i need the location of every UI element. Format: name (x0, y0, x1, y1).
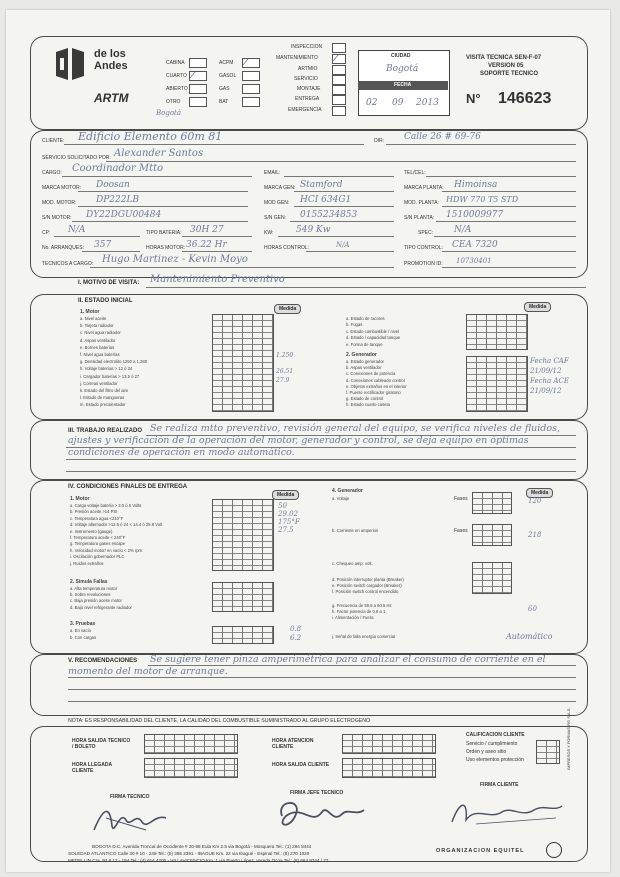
pruebas-title: 3. Pruebas (70, 621, 96, 627)
fuel-checkbox[interactable] (242, 84, 260, 94)
dir-label: DIR: (374, 138, 384, 144)
mod-planta-value[interactable]: HDW 770 T5 STD (446, 195, 519, 204)
promotion-label: PROMOTION ID: (404, 261, 443, 267)
sn-motor-value[interactable]: DY22DGU00484 (86, 210, 162, 220)
sensores-title: 2. Simula Fallas (70, 579, 108, 585)
firma-jefe-label: FIRMA JEFE TECNICO (290, 790, 344, 796)
generador-title: 2. Generador (346, 352, 377, 358)
motivo-label: I. MOTIVO DE VISITA: (78, 280, 140, 286)
marca-motor-line (78, 191, 248, 192)
site-checkbox[interactable] (189, 97, 207, 107)
tecnicos-value[interactable]: Hugo Martinez - Kevin Moyo (102, 254, 248, 265)
trabajo-text[interactable]: Se realiza mtto preventivo, revisión general del equipo, se verifica niveles de fluidos, ajustes y verificación de la operación del motor, generador y control, se deja equipo en óptimas condiciones de operación en modo automático. (68, 423, 561, 458)
cp-label: CP: (42, 230, 51, 236)
address-line: SOLEDAD ATLANTICO Calle 30 # 10 - 249 Tel.: (5) 385 2391 - IBAGUE Km. 22 via Ibagué - Espinal Tel.: (8) 270 1020 (68, 851, 310, 856)
motor-item: j. Correas ventilador (80, 380, 118, 386)
calificacion-title: CALIFICACION CLIENTE (466, 732, 525, 738)
cond-gen-item: b. Corriente en amperios (332, 528, 379, 533)
cond-gen-item: i. Alimentación / Fuera (332, 615, 374, 620)
generador-item: c. Conexiones de potencia (346, 371, 396, 377)
tipo-control-label: TIPO CONTROL: (404, 245, 443, 251)
generador-item: e. Objetos extraños en el interior (346, 383, 407, 389)
cond-value[interactable]: 50 (278, 502, 287, 510)
tipo-control-value[interactable]: CEA 7320 (452, 240, 498, 250)
fuel-checkbox-checked[interactable] (242, 58, 260, 68)
fecha-day[interactable]: 02 (366, 98, 378, 108)
calificacion-item: Servicio / cumplimiento (466, 741, 518, 747)
motor-item: d. Aspas ventilador (80, 337, 116, 343)
gen-value[interactable]: Automático (506, 632, 553, 641)
fuel-option-label: ACPM (219, 60, 234, 66)
org-name: ORGANIZACION EQUITEL (436, 848, 525, 854)
service-type-label: MONTAJE (297, 86, 321, 92)
marca-gen-value[interactable]: Stamford (300, 180, 343, 190)
cond-grid-switch (472, 562, 512, 594)
address-line: MEDELLIN Cra. 92 # 12 - 184 Tel.: (4) 614 4200 - VILLAVICENCIO Km. 1 via Puerto López, vereda Ocoa Tel.: (8) 664 9344 / 77 (68, 858, 329, 863)
marca-motor-label: MARCA MOTOR: (42, 185, 82, 191)
hora-atencion-grid[interactable] (342, 734, 436, 754)
sensor-item: c. Baja presión aceite motor (70, 598, 122, 604)
pruebas-value[interactable]: 0.8 (290, 625, 302, 633)
horas-control-value[interactable]: N/A (336, 241, 350, 249)
estado-grid-gen (466, 356, 528, 412)
brand-logo-icon (50, 44, 90, 84)
kw-value[interactable]: 549 Kw (296, 225, 331, 235)
sn-gen-value[interactable]: 0155234853 (300, 210, 358, 220)
marca-planta-value[interactable]: Himoinsa (454, 180, 498, 190)
cliente-line (64, 144, 364, 145)
number-prefix: N° (466, 91, 481, 106)
recom-line (68, 701, 576, 702)
marca-motor-value[interactable]: Doosan (96, 180, 130, 190)
sn-planta-value[interactable]: 1510009977 (446, 210, 504, 220)
org-logo-icon (546, 842, 562, 858)
sn-planta-line (436, 221, 576, 222)
fuel-checkbox[interactable] (242, 71, 260, 81)
cond-motor-item: e. Instrumento (gauge) (70, 528, 113, 534)
cond-motor-item: f. Temperatura aceite < 240°F (70, 535, 126, 540)
cliente-label: CLIENTE: (42, 138, 65, 144)
sn-planta-label: S/N PLANTA: (404, 215, 435, 221)
horas-motor-value[interactable]: 36.22 Hr (186, 240, 227, 250)
promotion-line (442, 267, 576, 268)
recomendaciones-text[interactable]: Se sugiere tener pinza amperimétrica para analizar el consumo de corriente en el momento del motor de arranque. (68, 654, 546, 677)
kw-label: KW: (264, 230, 274, 236)
sn-motor-label: S/N MOTOR: (42, 215, 72, 221)
motor-item: a. Nivel aceite (80, 316, 107, 321)
cond-value[interactable]: 27.5 (278, 526, 294, 534)
brand-line1: de los (94, 48, 126, 60)
cond-motor-item: g. Temperatura gases escape (70, 541, 126, 547)
motor-item: h. Voltaje baterías > 12 ó 24 (80, 366, 133, 372)
medida-badge: Medida (272, 490, 299, 500)
arranques-label: No. ARRANQUES: (42, 245, 84, 251)
fecha-note: Fecha CAF (530, 357, 569, 365)
prueba-item: a. En vacío (70, 628, 91, 633)
motivo-line (146, 287, 586, 288)
fuel-option-label: GAS (219, 86, 230, 92)
form-number: 146623 (498, 90, 552, 107)
motor-item: e. Bornes baterías (80, 344, 115, 350)
fases-label: Fases (454, 496, 468, 502)
site-option-label: CUARTO (166, 73, 187, 79)
sn-gen-label: S/N GEN: (264, 215, 286, 221)
cond-grid-amp (472, 524, 512, 546)
site-checkbox[interactable] (189, 58, 207, 68)
cond-motor-item: i. Oscilación gobernador PLC (70, 554, 125, 560)
signature-cliente (446, 796, 566, 830)
calificacion-item: Orden y aseo sitio (466, 749, 507, 755)
recom-line (68, 689, 576, 690)
signature-jefe (272, 796, 372, 838)
solicitado-label: SERVICIO SOLICITADO POR: (42, 155, 111, 161)
fases-label: Fases (454, 528, 468, 534)
hora-salida-cliente-grid[interactable] (342, 758, 436, 778)
cliente-value[interactable]: Edificio Elemento 60m 81 (78, 130, 223, 143)
service-checkbox[interactable] (332, 95, 346, 105)
mod-gen-value[interactable]: HCI 634G1 (300, 195, 352, 205)
other-site-value: Bogotá (156, 109, 182, 117)
medida-value[interactable]: 27.9 (276, 377, 290, 384)
medida-badge: Medida (524, 302, 551, 312)
generador-item: g. Estado de control (346, 396, 384, 402)
calificacion-item: Uso elementos protección (466, 757, 524, 763)
kw-line (278, 236, 394, 237)
generador-item: d. Conexiones cableado control (346, 377, 405, 383)
medida-value[interactable]: 26.51 (276, 368, 294, 375)
form-title-1: VISITA TECNICA SEN-F-07 (466, 55, 542, 61)
hora-salida-grid[interactable] (144, 734, 238, 754)
cond-gen-item: a. Voltaje (332, 496, 350, 501)
hora-salida-label: HORA SALIDA TECNICO / BOLETO (72, 738, 131, 750)
hora-salida-cliente-label: HORA SALIDA CLIENTE (272, 762, 330, 768)
motor-item: c. Nivel agua radiador (80, 330, 121, 336)
mod-planta-label: MOD. PLANTA: (404, 200, 439, 206)
site-option-label: ABIERTO (166, 86, 188, 92)
medida-badge: Medida (526, 488, 553, 498)
service-type-label: ENTREGA (295, 96, 320, 102)
service-checkbox[interactable] (332, 106, 346, 116)
hora-llegada-label: HORA LLEGADA CLIENTE (72, 762, 112, 774)
marca-gen-label: MARCA GEN: (264, 185, 296, 191)
site-option-label: OTRO (166, 99, 181, 105)
spec-label: SPEC: (418, 230, 434, 236)
sn-motor-line (72, 221, 248, 222)
service-checkbox[interactable] (332, 65, 346, 75)
brand-line2: Andes (94, 60, 128, 72)
fecha-year[interactable]: 2013 (416, 98, 439, 108)
trabajo-title: III. TRABAJO REALIZADO (68, 428, 143, 434)
generador-item: b. Aspas ventilador (346, 365, 382, 371)
motor-item: f. Nivel agua baterías (80, 352, 120, 357)
service-type-label: ARTMIO (298, 66, 318, 72)
cond-value[interactable]: 29.02 (278, 510, 299, 518)
mod-motor-value[interactable]: DP222LB (96, 195, 140, 205)
cargo-label: CARGO: (42, 170, 62, 176)
horas-motor-label: HORAS MOTOR: (146, 245, 186, 251)
cond-gen-item: g. Frecuencia de 59.5 a 60.5 Hz (332, 603, 392, 608)
tipo-bateria-label: TIPO BATERIA: (146, 230, 182, 236)
dir-line (386, 144, 576, 145)
cond-motor-item: c. Temperatura agua <210°F (70, 515, 124, 521)
sensor-item: d. Bajo nivel refrigerante radiador (70, 604, 132, 610)
cond-motor-item: d. Voltaje alternador >12.5 ó 24 < 14.4 ó 28.8 Volt (70, 522, 163, 528)
tipo-control-line (442, 251, 576, 252)
fecha-label: FECHA (394, 82, 412, 88)
estado-grid-right (466, 314, 528, 350)
sensor-item: a. Alta temperatura motor (70, 586, 118, 591)
brand-sub: ARTM (94, 91, 129, 105)
cond-grid-motor (212, 499, 274, 571)
cp-value[interactable]: N/A (68, 225, 86, 235)
spec-value[interactable]: N/A (454, 225, 472, 235)
service-checkbox-checked[interactable] (332, 54, 346, 64)
recomendaciones-title: V. RECOMENDACIONES (68, 658, 138, 664)
estado-item: e. Forma de tanque (346, 341, 383, 347)
service-type-label: MANTENIMIENTO (276, 55, 318, 61)
cp-line (54, 236, 140, 237)
form-title-2: VERSION 05 (488, 63, 524, 69)
horas-control-label: HORAS CONTROL: (264, 245, 310, 251)
generador-item: a. Estado generador (346, 359, 384, 364)
form-sheet (6, 10, 610, 872)
email-label: EMAIL: (264, 170, 281, 176)
fecha-note: 21/09/12 (530, 367, 562, 375)
cond-grid-sens (212, 582, 274, 612)
generador-item: h. Estado cuarto caseta (346, 402, 390, 408)
firma-cliente-label: FIRMA CLIENTE (480, 782, 519, 788)
form-title-3: SOPORTE TECNICO (480, 71, 539, 77)
motor-item: m. Estado precalentador (80, 402, 126, 408)
site-checkbox[interactable] (189, 84, 207, 94)
hora-llegada-grid[interactable] (144, 758, 238, 778)
side-text: IMPRESOS Y FORMAS RG S.A.S. (566, 707, 571, 770)
solicitado-line (106, 161, 576, 162)
arranques-line (82, 251, 140, 252)
promotion-value[interactable]: 10730401 (456, 257, 492, 265)
tel-line (426, 176, 576, 177)
cond-gen-title: 4. Generador (332, 488, 363, 494)
gen-value[interactable]: 60 (528, 605, 537, 613)
tecnicos-line (90, 267, 394, 268)
cond-gen-item: e. Posición switch cargador (Breaker) (332, 583, 402, 588)
estado-item: c. Estado combustible / nivel (346, 328, 400, 334)
cond-gen-item: j. Señal de falla energía comercial (332, 634, 396, 639)
fecha-note: 21/09/12 (530, 387, 562, 395)
firma-tecnico-label: FIRMA TECNICO (110, 794, 150, 800)
dir-value[interactable]: Calle 26 # 69-76 (404, 132, 481, 142)
mod-motor-label: MOD. MOTOR: (42, 200, 77, 206)
marca-planta-line (442, 191, 576, 192)
cond-motor-item: h. Velocidad motor/ en vacío < 2% rpm (70, 547, 143, 553)
hora-atencion-label: HORA ATENCION CLIENTE (272, 738, 314, 750)
motor-item: l. Estado de mangueras (80, 395, 125, 401)
motivo-value[interactable]: Mantenimiento Preventivo (150, 274, 285, 285)
tipo-bateria-line (182, 236, 252, 237)
sn-gen-line (290, 221, 394, 222)
cond-gen-item: d. Posición interruptor planta (Breaker) (332, 577, 404, 582)
estado-item: a. Estado de racores (346, 316, 385, 321)
ciudad-label: CIUDAD (391, 53, 411, 59)
medida-value[interactable]: 1.250 (276, 352, 294, 359)
generador-item: f. Puente rectificador giratorio (346, 390, 401, 395)
service-checkbox[interactable] (332, 85, 346, 95)
cond-motor-item: j. Ruidos extraños (70, 560, 104, 566)
trabajo-line (66, 459, 576, 460)
site-checkbox-checked[interactable] (189, 71, 207, 81)
mod-gen-line (294, 206, 394, 207)
motor-title: 1. Motor (80, 309, 100, 315)
calificacion-grid[interactable] (536, 740, 560, 764)
sensor-item: b. Sobre revoluciones (70, 592, 111, 598)
mod-motor-line (78, 206, 248, 207)
spec-line (434, 236, 576, 237)
service-type-label: SERVICIO (294, 76, 318, 82)
motor-item: k. Estado del filtro del aire (80, 388, 129, 393)
fuel-note: NOTA: ES RESPONSABILIDAD DEL CLIENTE, LA CALIDAD DEL COMBUSTIBLE SUMINISTRADO AL GRUPO ELECTROGENO (68, 718, 370, 724)
mod-planta-line (442, 206, 576, 207)
trabajo-line (66, 471, 576, 472)
cargo-value[interactable]: Coordinador Mtto (72, 163, 164, 174)
cond-grid-pruebas (212, 626, 274, 644)
site-option-label: CABINA (166, 60, 185, 66)
condiciones-title: IV. CONDICIONES FINALES DE ENTREGA (68, 484, 188, 490)
service-type-label: EMERGENCIA (288, 107, 322, 113)
motor-item: b. Tarjeta radiador (80, 323, 114, 329)
mod-gen-label: MOD GEN: (264, 200, 290, 206)
prueba-item: b. Con cargas (70, 635, 97, 640)
ciudad-value[interactable]: Bogotá (386, 64, 419, 74)
email-line (284, 176, 394, 177)
service-checkbox[interactable] (332, 43, 346, 53)
motor-item: i. Cargador baterías > 13.5 ó 27 (80, 373, 140, 379)
marca-gen-line (294, 191, 394, 192)
estado-item: b. Fugas (346, 322, 363, 328)
pruebas-value[interactable]: 6.2 (290, 634, 302, 642)
medida-badge: Medida (274, 304, 301, 314)
cond-gen-item: f. Posición switch control encendido (332, 589, 399, 594)
estado-inicial-title: II. ESTADO INICIAL (78, 298, 133, 304)
service-type-label: INSPECCION (291, 44, 323, 50)
address-line: BOGOTA D.C. Avenida Troncal de Occidente # 20-88 Eula Km 2.5 via Bogotá - Mosquera Tel.: (1) 294 8444 (92, 844, 312, 849)
cond-motor-title: 1. Motor (70, 496, 90, 502)
fecha-note: Fecha ACE (530, 377, 569, 385)
gen-value[interactable]: 120 (528, 497, 542, 505)
marca-planta-label: MARCA PLANTA: (404, 185, 444, 191)
signature-tecnico (86, 800, 176, 840)
cond-motor-item: b. Presión aceite >14 PSI (70, 509, 118, 515)
cond-value[interactable]: 175°F (278, 518, 300, 526)
motor-item: g. Densidad electrolito 1250 a 1.280 (80, 359, 148, 365)
fuel-checkbox[interactable] (242, 97, 260, 107)
tel-label: TEL/CEL: (404, 170, 426, 176)
tecnicos-label: TECNICOS A CARGO: (42, 261, 94, 267)
cond-grid-volt (472, 492, 512, 514)
fuel-option-label: BAT (219, 99, 229, 105)
gen-value[interactable]: 218 (528, 531, 542, 539)
estado-item: d. Estado / capacidad tanque (346, 335, 401, 341)
tipo-bateria-value[interactable]: 30H 27 (190, 225, 224, 235)
solicitado-value[interactable]: Alexander Santos (114, 148, 204, 159)
horas-motor-line (182, 251, 252, 252)
fecha-month[interactable]: 09 (392, 98, 404, 108)
cond-gen-item: h. Factor potencia de 0.8 a 1 (332, 609, 386, 614)
cond-gen-item: c. Chequeo amp. volt. (332, 561, 373, 566)
cond-motor-item: a. Carga voltaje batería > 3.0 ó 6 Volts (70, 503, 142, 508)
cargo-line (62, 176, 252, 177)
estado-grid-motor (212, 314, 274, 412)
service-checkbox[interactable] (332, 75, 346, 85)
horas-control-line (306, 251, 394, 252)
arranques-value[interactable]: 357 (94, 240, 112, 250)
fuel-option-label: GASOL (219, 73, 237, 79)
